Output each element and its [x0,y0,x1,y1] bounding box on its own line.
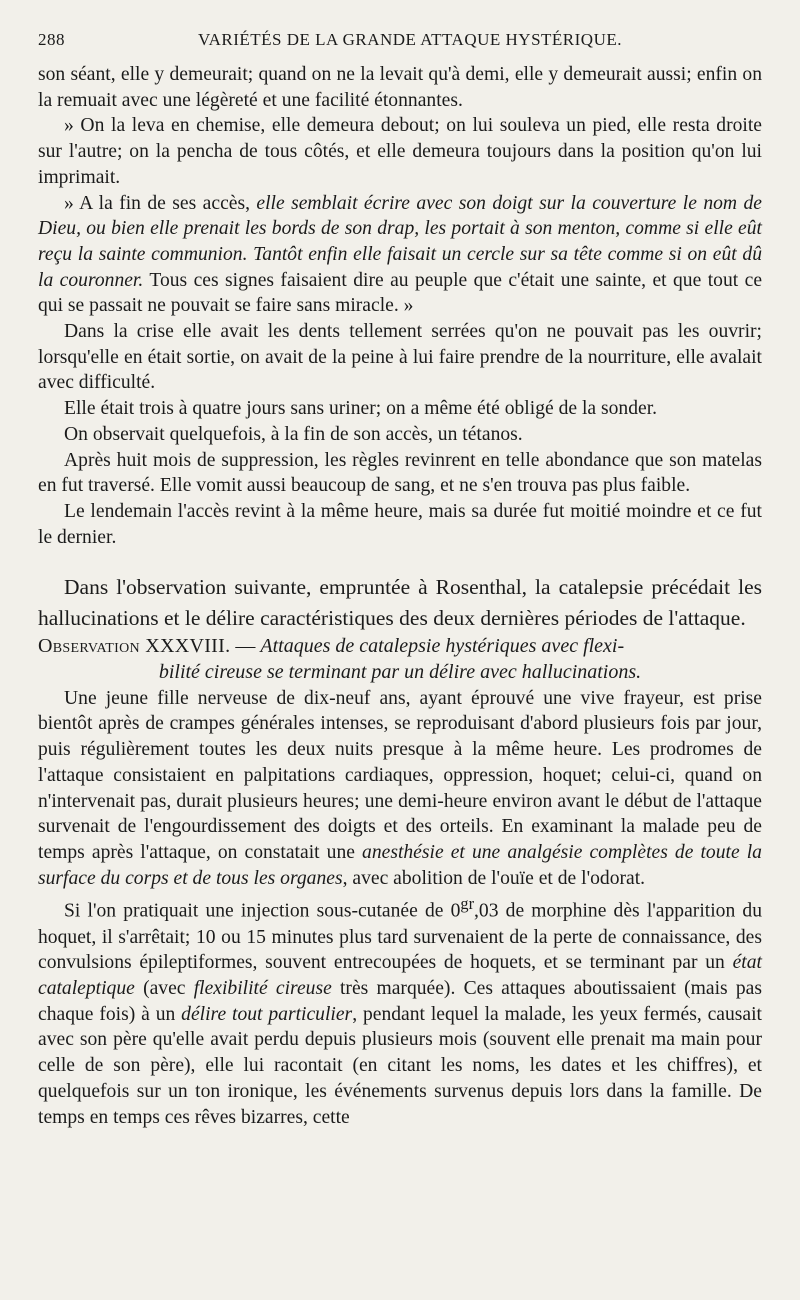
paragraph-6: On observait quelquefois, à la fin de son accès, un tétanos. [64,423,523,445]
case-p1-end: , avec abolition de l'ouïe et de l'odorat. [342,867,646,889]
paragraph-8: Le lendemain l'accès revint à la même heure, mais sa durée fut moitié moindre et ce fut le dernier. [38,500,762,548]
case-p2-e: flexibilité cireuse [193,978,332,1000]
page-header [38,30,778,54]
observation-title-line2: bilité cireuse se terminant par un délire avec hallucinations. [158,661,642,684]
case-p2-d: (avec [134,978,194,1000]
observation-label: Observation XXXVIII. [38,635,231,658]
paragraph-5: Elle était trois à quatre jours sans uriner; on a même été obligé de la sonder. [64,398,658,420]
paragraph-1: son séant, elle y demeurait; quand on ne la levait qu'à demi, elle y demeurait aussi; enfin on la remuait avec une légèreté et une facilité étonnantes. [38,64,762,111]
running-title: VARIÉTÉS DE LA GRANDE ATTAQUE HYSTÉRIQUE. [198,30,622,49]
case-p1-italic: anesthésie et une analgésie complètes de toute la surface du corps et de tous les organes [38,841,762,889]
paragraph-3-end: Tous ces signes faisaient dire au peuple que c'était une sainte, et que tout ce qui se passait ne pouvait se faire sans miracle. » [38,269,763,317]
paragraph-3-italic: elle semblait écrire avec son doigt sur la couverture le nom de Dieu, ou bien elle prenait les bords de son drap, les portait à son menton, comme si elle eût reçu la sainte communion. Tantôt enfin elle faisait un cercle sur sa tête comme si on eût dû la couronner. [38,192,762,291]
paragraph-4: Dans la crise elle avait les dents tellement serrées qu'on ne pouvait pas les ouvrir; lorsqu'elle en était sortie, on avait de la peine à lui faire prendre de la nourriture, elle avalait avec difficulté. [38,321,762,394]
paragraph-3 [38,191,762,320]
case-p2-sup: gr [460,894,475,914]
page-body [38,62,762,1130]
case-p2-h: , pendant lequel la malade, les yeux fermés, causait avec son père qu'elle avait perdu depuis plusieurs mois (souvent elle prenait ma main pour celle de son père), elle lui racontait (en citant les noms, les dates et les chiffres), et quelquefois sur un ton ironique, les événements survenus depuis lors dans la famille. De temps en temps ces rêves bizarres, cette [38,1003,763,1128]
case-p2-b: ,03 de morphine dès l'apparition du hoquet, il s'arrêtait; 10 ou 15 minutes plus tard survenaient de la perte de connaissance, des convulsions épileptiformes, souvent entrecoupées de hoquets, et se terminant par un [38,900,762,974]
paragraph-7: Après huit mois de suppression, les règles revinrent en telle abondance que son matelas en fut traversé. Elle vomit aussi beaucoup de sang, et ne s'en trouva pas plus faible. [38,449,762,497]
observation-title-line1: Attaques de catalepsie hystériques avec flexi- [260,635,625,658]
case-p1-start: Une jeune fille nerveuse de dix-neuf ans, ayant éprouvé une vive frayeur, est prise bientôt après de crampes générales intenses, se reproduisant d'abord plusieurs fois par jour, puis régulièrement toutes les deux nuits presque à la même heure. Les prodromes de l'attaque consistaient en palpitations cardiaques, oppression, hoquet; celui-ci, quand on n'intervenait pas, durait plusieurs heures; une demi-heure environ avant le début de l'attaque survenait de l'engourdissement des doigts et des orteils. En examinant la malade peu de temps après l'attaque, on constatait une [38,687,762,863]
case-p2-a: Si l'on pratiquait une injection sous-cutanée de 0 [64,900,461,922]
case-paragraph-2 [38,891,762,1130]
intro-paragraph: Dans l'observation suivante, empruntée à Rosenthal, la catalepsie précédait les hallucinations et le délire caractéristiques des deux dernières périodes de l'attaque. [38,575,762,631]
case-paragraph-1 [38,686,762,892]
observation-dash: — [230,635,261,658]
paragraph-2: » On la leva en chemise, elle demeura debout; on lui souleva un pied, elle resta droite sur l'autre; on la pencha de tous côtés, et elle demeura toujours dans la position qu'on lui imprimait. [38,115,762,188]
case-p2-f: très marquée). Ces attaques aboutissaient (mais pas chaque fois) à un [38,978,762,1025]
page-number: 288 [38,30,65,49]
case-p2-g: délire tout particulier [181,1003,353,1025]
case-p2-c: état cataleptique [38,952,762,1000]
paragraph-3-start: » A la fin de ses accès, [64,192,257,214]
observation-heading [38,634,762,685]
